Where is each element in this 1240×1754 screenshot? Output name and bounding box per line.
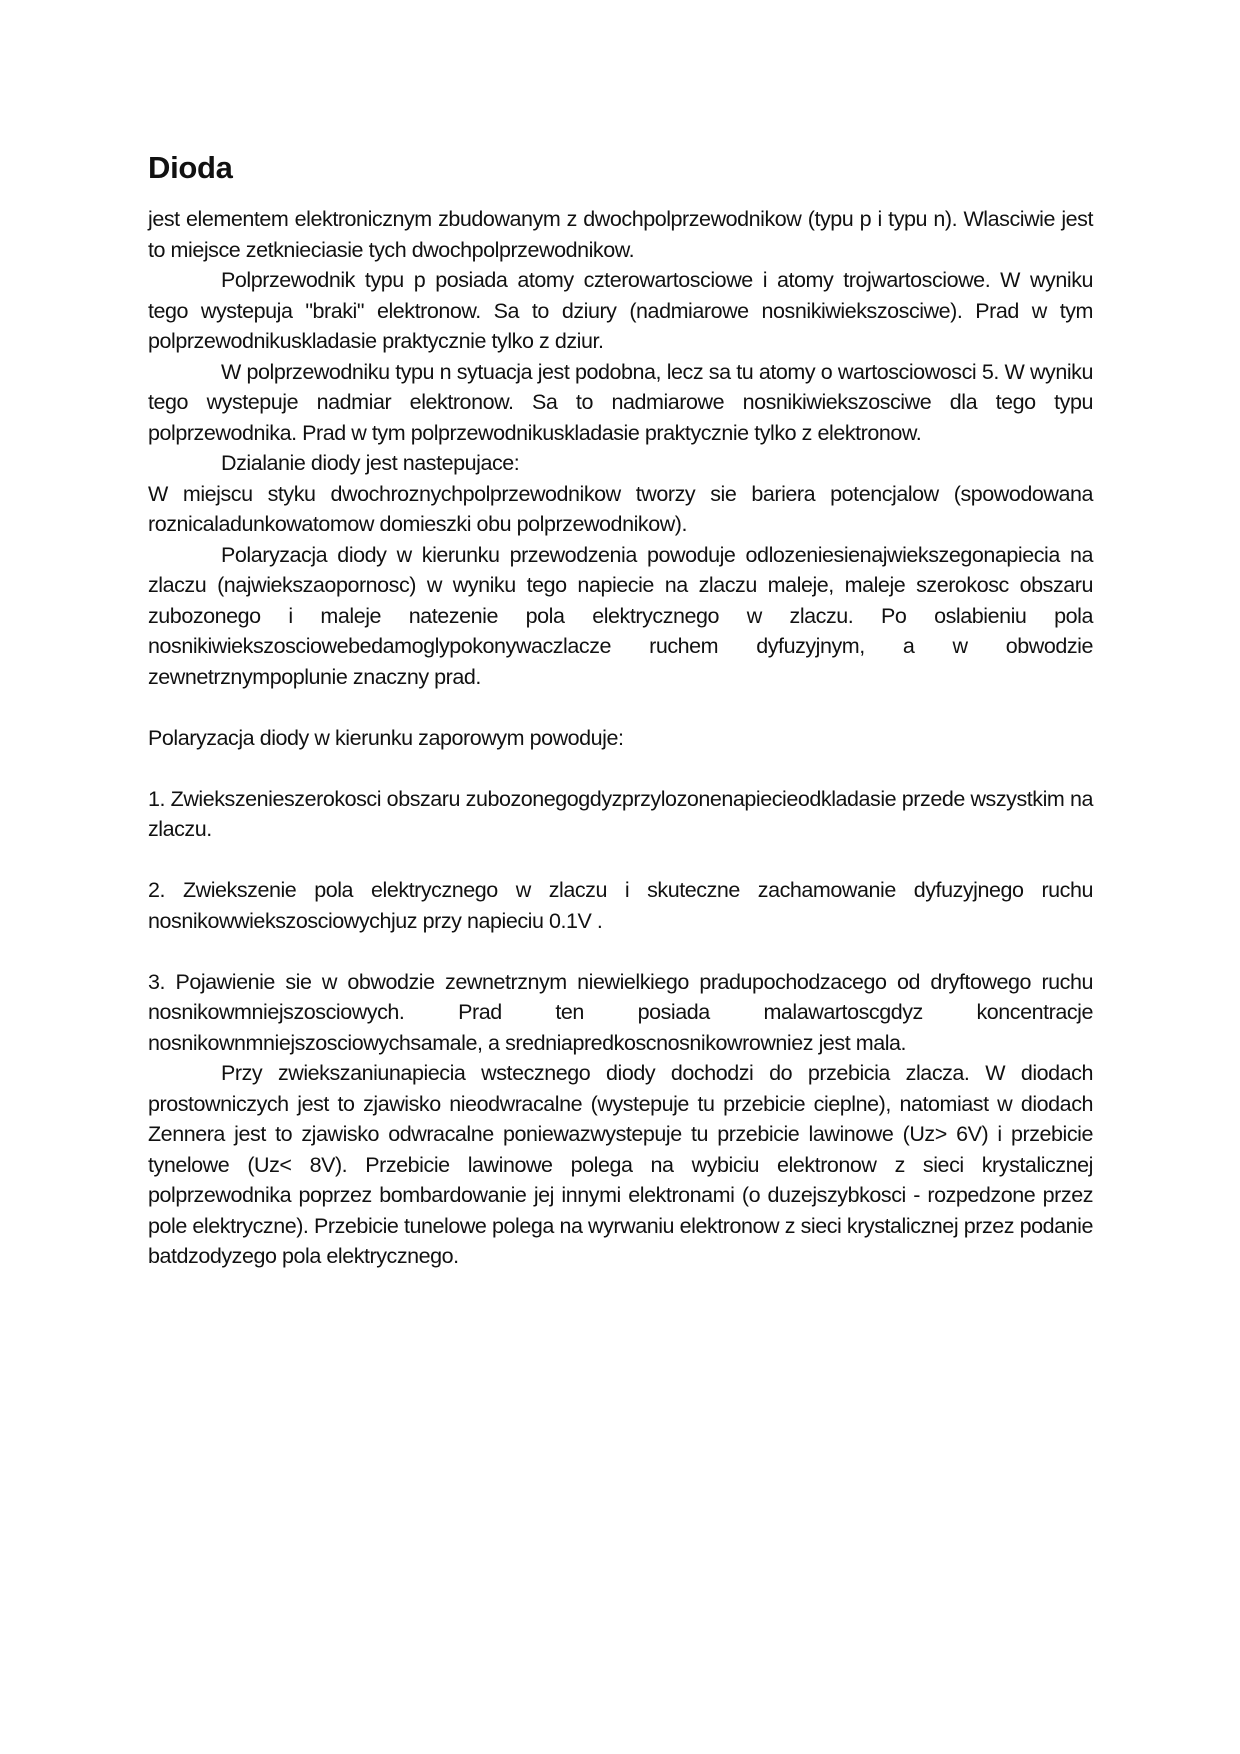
paragraph-p-type: Polprzewodnik typu p posiada atomy czterowartosciowe i atomy trojwartosciowe. W wyniku tego wystepuja "braki" elektronow. Sa to dziury (nadmiarowe nosnikiwiekszosciwe). Prad w tym polprzewodnikuskladasie praktycznie tylko z dziur. [148, 268, 1093, 353]
list-item-2: 2. Zwiekszenie pola elektrycznego w zlaczu i skuteczne zachamowanie dyfuzyjnego ruchu nosnikowwiekszosciowychjuz przy napieciu 0.1V . [148, 878, 1093, 933]
paragraph-barrier: W miejscu styku dwochroznychpolprzewodnikow tworzy sie bariera potencjalow (spowodowana roznicaladunkowatomow domieszki obu polprzewodnikow). [148, 481, 1093, 536]
spacer [148, 845, 1093, 876]
spacer [148, 936, 1093, 967]
paragraph-breakdown: Przy zwiekszaniunapiecia wstecznego diody dochodzi do przebicia zlacza. W diodach prostowniczych jest to zjawisko nieodwracalne (wystepuje tu przebicie cieplne), natomiast w diodach Zennera jest to zjawisko odwracalne poniewazwystepuje tu przebicie lawinowe (Uz> 6V) i przebicie tynelowe (Uz< 8V). Przebicie lawinowe polega na wybiciu elektronow z sieci krystalicznej polprzewodnika poprzez bombardowanie jej innymi elektronami (o duzejszybkosci - rozpedzone przez pole elektryczne). Przebicie tunelowe polega na wyrwaniu elektronow z sieci krystalicznej przez podanie batdzodyzego pola elektrycznego. [148, 1061, 1093, 1268]
paragraph-forward-bias: Polaryzacja diody w kierunku przewodzenia powoduje odlozeniesienajwiekszegonapiecia na zlaczu (najwiekszaopornosc) w wyniku tego napiecie na zlaczu maleje, maleje szerokosc obszaru zubozonego i maleje natezenie pola elektrycznego w zlaczu. Po oslabieniu pola nosnikiwiekszosciowebedamoglypokonywaczlacze ruchem dyfuzyjnym, a w obwodzie zewnetrznympoplunie znaczny prad. [148, 542, 1093, 689]
paragraph-operation-heading: Dzialanie diody jest nastepujace: [221, 451, 520, 475]
paragraph-intro: jest elementem elektronicznym zbudowanym z dwochpolprzewodnikow (typu p i typu n). Wlasciwie jest to miejsce zetknieciasie tych dwochpolprzewodnikow. [148, 207, 1093, 262]
spacer [148, 692, 1093, 723]
document-page [148, 140, 1093, 1272]
spacer [148, 753, 1093, 784]
paragraph-n-type: W polprzewodniku typu n sytuacja jest podobna, lecz sa tu atomy o wartosciowosci 5. W wyniku tego wystepuje nadmiar elektronow. Sa to nadmiarowe nosnikiwiekszosciwe dla tego typu polprzewodnika. Prad w tym polprzewodnikuskladasie praktycznie tylko z elektronow. [148, 359, 1093, 445]
document-title: Dioda [148, 150, 233, 185]
list-item-3: 3. Pojawienie sie w obwodzie zewnetrznym niewielkiego pradupochodzacego od dryftowego ruchu nosnikowmniejszosciowych. Prad ten posiada malawartoscgdyz koncentracje nosnikownmniejszosciowychsamale, a sredniapredkoscnosnikowrowniez jest mala. [148, 969, 1093, 1055]
paragraph-reverse-bias-heading: Polaryzacja diody w kierunku zaporowym powoduje: [148, 725, 624, 750]
list-item-1: 1. Zwiekszenieszerokosci obszaru zubozonegogdyzprzylozonenapiecieodkladasie przede wszystkim na zlaczu. [148, 786, 1093, 841]
